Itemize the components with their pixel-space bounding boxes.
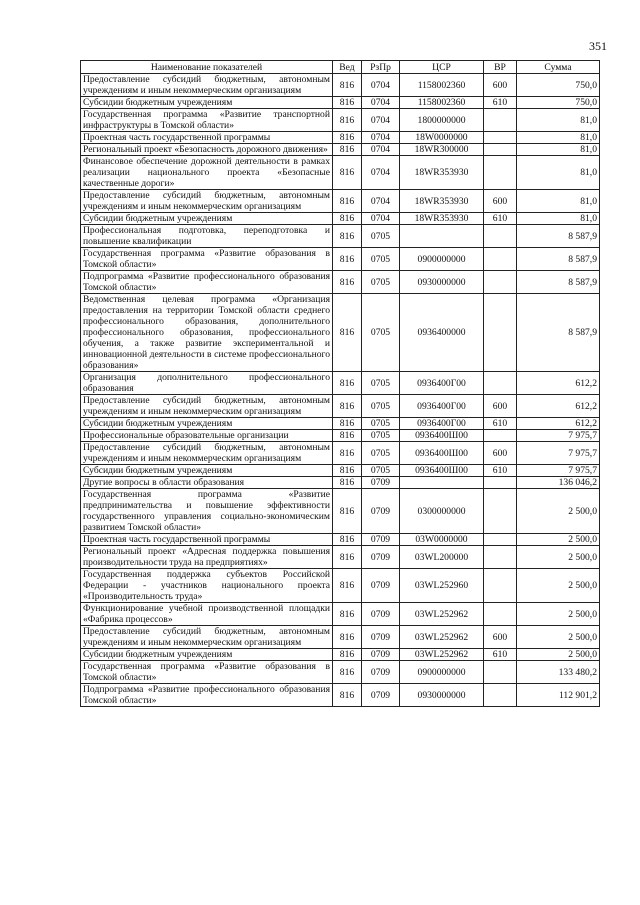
cell-ved: 816 (333, 661, 362, 684)
cell-ved: 816 (333, 395, 362, 418)
table-row (81, 442, 600, 465)
cell-csr: 0936400000 (400, 294, 484, 372)
table-row (81, 132, 600, 144)
table-row (81, 684, 600, 707)
cell-sum: 8 587,9 (517, 271, 600, 294)
table-header-row (81, 61, 600, 74)
cell-name: Ведомственная целевая программа «Организация предоставления на территории Томской области среднего профессионального образования, дополнительного профессионального образования, профессионального обучения, а также развитие экспериментальной и инновационной деятельности в системе профессионального образования» (81, 294, 333, 372)
cell-rzpr: 0704 (362, 132, 400, 144)
cell-name: Подпрограмма «Развитие профессионального образования Томской области» (81, 271, 333, 294)
cell-csr: 0936400Ш00 (400, 430, 484, 442)
cell-ved: 816 (333, 649, 362, 661)
cell-sum: 8 587,9 (517, 248, 600, 271)
cell-sum: 2 500,0 (517, 649, 600, 661)
cell-name: Субсидии бюджетным учреждениям (81, 97, 333, 109)
table-row (81, 395, 600, 418)
cell-name: Проектная часть государственной программы (81, 132, 333, 144)
cell-rzpr: 0709 (362, 603, 400, 626)
cell-rzpr: 0704 (362, 190, 400, 213)
cell-ved: 816 (333, 418, 362, 430)
cell-csr: 0936400Ш00 (400, 465, 484, 477)
table-row (81, 649, 600, 661)
cell-csr (400, 477, 484, 489)
cell-vr: 600 (484, 395, 517, 418)
cell-rzpr: 0705 (362, 225, 400, 248)
cell-vr (484, 661, 517, 684)
table-row (81, 661, 600, 684)
cell-name: Субсидии бюджетным учреждениям (81, 418, 333, 430)
cell-sum: 2 500,0 (517, 603, 600, 626)
cell-ved: 816 (333, 430, 362, 442)
cell-sum: 81,0 (517, 144, 600, 156)
table-row (81, 190, 600, 213)
cell-sum: 750,0 (517, 97, 600, 109)
cell-ved: 816 (333, 603, 362, 626)
table-row (81, 534, 600, 546)
cell-vr (484, 144, 517, 156)
cell-name: Предоставление субсидий бюджетным, автономным учреждениям и иным некоммерческим организациям (81, 626, 333, 649)
table-row (81, 109, 600, 132)
cell-name: Государственная программа «Развитие образования в Томской области» (81, 661, 333, 684)
cell-csr: 0900000000 (400, 661, 484, 684)
cell-ved: 816 (333, 213, 362, 225)
table-row (81, 271, 600, 294)
page-number: 351 (589, 39, 607, 53)
header-name: Наименование показателей (81, 61, 333, 74)
cell-csr (400, 225, 484, 248)
table-row (81, 248, 600, 271)
cell-rzpr: 0709 (362, 546, 400, 569)
header-csr: ЦСР (400, 61, 484, 74)
cell-sum: 7 975,7 (517, 430, 600, 442)
table-row (81, 546, 600, 569)
cell-csr: 18W0000000 (400, 132, 484, 144)
cell-name: Субсидии бюджетным учреждениям (81, 465, 333, 477)
table-row (81, 74, 600, 97)
cell-sum: 750,0 (517, 74, 600, 97)
cell-rzpr: 0705 (362, 294, 400, 372)
cell-vr: 610 (484, 213, 517, 225)
cell-name: Государственная программа «Развитие транспортной инфраструктуры в Томской области» (81, 109, 333, 132)
cell-rzpr: 0705 (362, 271, 400, 294)
cell-ved: 816 (333, 271, 362, 294)
cell-rzpr: 0704 (362, 156, 400, 190)
cell-vr (484, 225, 517, 248)
cell-name: Предоставление субсидий бюджетным, автономным учреждениям и иным некоммерческим организациям (81, 74, 333, 97)
cell-sum: 2 500,0 (517, 534, 600, 546)
cell-vr (484, 569, 517, 603)
cell-csr: 0900000000 (400, 248, 484, 271)
cell-ved: 816 (333, 569, 362, 603)
cell-ved: 816 (333, 190, 362, 213)
cell-vr (484, 546, 517, 569)
cell-sum: 81,0 (517, 109, 600, 132)
cell-ved: 816 (333, 684, 362, 707)
cell-vr (484, 109, 517, 132)
cell-rzpr: 0704 (362, 74, 400, 97)
cell-csr: 03WL252962 (400, 626, 484, 649)
cell-sum: 8 587,9 (517, 294, 600, 372)
header-vr: ВР (484, 61, 517, 74)
header-rzpr: РзПр (362, 61, 400, 74)
cell-name: Государственная программа «Развитие предпринимательства и повышение эффективности государственного управления социально-экономическим развитием Томской области» (81, 489, 333, 534)
cell-name: Функционирование учебной производственной площадки «Фабрика процессов» (81, 603, 333, 626)
table-row (81, 156, 600, 190)
cell-ved: 816 (333, 97, 362, 109)
cell-vr (484, 294, 517, 372)
cell-name: Организация дополнительного профессионального образования (81, 372, 333, 395)
cell-vr (484, 372, 517, 395)
cell-vr (484, 271, 517, 294)
cell-rzpr: 0704 (362, 213, 400, 225)
cell-rzpr: 0709 (362, 649, 400, 661)
cell-vr (484, 248, 517, 271)
table-row (81, 213, 600, 225)
cell-vr: 600 (484, 190, 517, 213)
cell-rzpr: 0709 (362, 477, 400, 489)
cell-csr: 0936400Г00 (400, 395, 484, 418)
cell-ved: 816 (333, 74, 362, 97)
cell-rzpr: 0705 (362, 395, 400, 418)
cell-rzpr: 0709 (362, 626, 400, 649)
table-row (81, 477, 600, 489)
cell-name: Предоставление субсидий бюджетным, автономным учреждениям и иным некоммерческим организациям (81, 190, 333, 213)
table-row (81, 626, 600, 649)
cell-ved: 816 (333, 225, 362, 248)
table-row (81, 489, 600, 534)
table-row (81, 144, 600, 156)
cell-ved: 816 (333, 477, 362, 489)
cell-vr: 610 (484, 649, 517, 661)
cell-ved: 816 (333, 442, 362, 465)
cell-vr: 600 (484, 442, 517, 465)
cell-csr: 18WR353930 (400, 213, 484, 225)
cell-sum: 133 480,2 (517, 661, 600, 684)
cell-name: Региональный проект «Безопасность дорожного движения» (81, 144, 333, 156)
cell-vr (484, 156, 517, 190)
cell-name: Финансовое обеспечение дорожной деятельности в рамках реализации национального проекта «Безопасные качественные дороги» (81, 156, 333, 190)
cell-rzpr: 0705 (362, 418, 400, 430)
cell-csr: 1800000000 (400, 109, 484, 132)
cell-ved: 816 (333, 294, 362, 372)
cell-rzpr: 0709 (362, 684, 400, 707)
cell-ved: 816 (333, 489, 362, 534)
cell-rzpr: 0709 (362, 569, 400, 603)
cell-rzpr: 0705 (362, 465, 400, 477)
cell-rzpr: 0704 (362, 97, 400, 109)
cell-ved: 816 (333, 248, 362, 271)
table-row (81, 569, 600, 603)
cell-ved: 816 (333, 626, 362, 649)
cell-name: Субсидии бюджетным учреждениям (81, 213, 333, 225)
table-row (81, 465, 600, 477)
cell-ved: 816 (333, 132, 362, 144)
cell-sum: 612,2 (517, 372, 600, 395)
cell-sum: 136 046,2 (517, 477, 600, 489)
cell-vr (484, 430, 517, 442)
cell-name: Профессиональные образовательные организации (81, 430, 333, 442)
cell-name: Государственная поддержка субъектов Российской Федерации - участников национального проекта «Производительность труда» (81, 569, 333, 603)
table-row (81, 430, 600, 442)
cell-sum: 612,2 (517, 395, 600, 418)
cell-ved: 816 (333, 144, 362, 156)
cell-csr: 18WR353930 (400, 156, 484, 190)
cell-vr (484, 489, 517, 534)
cell-csr: 03WL252960 (400, 569, 484, 603)
cell-ved: 816 (333, 109, 362, 132)
cell-vr (484, 534, 517, 546)
cell-csr: 18WR300000 (400, 144, 484, 156)
cell-vr (484, 132, 517, 144)
cell-sum: 612,2 (517, 418, 600, 430)
cell-csr: 18WR353930 (400, 190, 484, 213)
budget-table (80, 60, 600, 707)
cell-sum: 81,0 (517, 213, 600, 225)
cell-name: Другие вопросы в области образования (81, 477, 333, 489)
cell-rzpr: 0709 (362, 489, 400, 534)
cell-vr: 600 (484, 74, 517, 97)
cell-sum: 81,0 (517, 190, 600, 213)
cell-ved: 816 (333, 534, 362, 546)
cell-sum: 8 587,9 (517, 225, 600, 248)
table-row (81, 97, 600, 109)
cell-vr (484, 603, 517, 626)
table-row (81, 294, 600, 372)
cell-sum: 81,0 (517, 132, 600, 144)
cell-csr: 0300000000 (400, 489, 484, 534)
cell-rzpr: 0709 (362, 534, 400, 546)
cell-name: Проектная часть государственной программы (81, 534, 333, 546)
cell-sum: 81,0 (517, 156, 600, 190)
cell-name: Профессиональная подготовка, переподготовка и повышение квалификации (81, 225, 333, 248)
cell-name: Предоставление субсидий бюджетным, автономным учреждениям и иным некоммерческим организациям (81, 442, 333, 465)
cell-vr: 600 (484, 626, 517, 649)
cell-vr: 610 (484, 418, 517, 430)
cell-rzpr: 0705 (362, 372, 400, 395)
cell-csr: 03W0000000 (400, 534, 484, 546)
cell-csr: 1158002360 (400, 74, 484, 97)
cell-csr: 0936400Ш00 (400, 442, 484, 465)
cell-vr: 610 (484, 465, 517, 477)
cell-name: Предоставление субсидий бюджетным, автономным учреждениям и иным некоммерческим организациям (81, 395, 333, 418)
cell-rzpr: 0704 (362, 109, 400, 132)
cell-vr (484, 477, 517, 489)
cell-name: Государственная программа «Развитие образования в Томской области» (81, 248, 333, 271)
cell-csr: 0930000000 (400, 684, 484, 707)
cell-csr: 0936400Г00 (400, 372, 484, 395)
cell-sum: 2 500,0 (517, 546, 600, 569)
table-row (81, 372, 600, 395)
cell-csr: 1158002360 (400, 97, 484, 109)
cell-ved: 816 (333, 372, 362, 395)
cell-csr: 03WL252962 (400, 603, 484, 626)
cell-csr: 0930000000 (400, 271, 484, 294)
cell-sum: 7 975,7 (517, 465, 600, 477)
cell-sum: 2 500,0 (517, 569, 600, 603)
cell-rzpr: 0705 (362, 430, 400, 442)
header-sum: Сумма (517, 61, 600, 74)
table-row (81, 225, 600, 248)
cell-ved: 816 (333, 465, 362, 477)
cell-rzpr: 0704 (362, 144, 400, 156)
cell-csr: 03WL200000 (400, 546, 484, 569)
cell-sum: 112 901,2 (517, 684, 600, 707)
cell-sum: 2 500,0 (517, 489, 600, 534)
cell-name: Субсидии бюджетным учреждениям (81, 649, 333, 661)
cell-csr: 0936400Г00 (400, 418, 484, 430)
cell-rzpr: 0705 (362, 248, 400, 271)
cell-rzpr: 0705 (362, 442, 400, 465)
header-ved: Вед (333, 61, 362, 74)
cell-name: Подпрограмма «Развитие профессионального образования Томской области» (81, 684, 333, 707)
cell-sum: 2 500,0 (517, 626, 600, 649)
cell-ved: 816 (333, 546, 362, 569)
table-row (81, 418, 600, 430)
cell-csr: 03WL252962 (400, 649, 484, 661)
table-row (81, 603, 600, 626)
cell-rzpr: 0709 (362, 661, 400, 684)
cell-vr: 610 (484, 97, 517, 109)
cell-ved: 816 (333, 156, 362, 190)
cell-sum: 7 975,7 (517, 442, 600, 465)
cell-vr (484, 684, 517, 707)
cell-name: Региональный проект «Адресная поддержка повышения производительности труда на предприятиях» (81, 546, 333, 569)
